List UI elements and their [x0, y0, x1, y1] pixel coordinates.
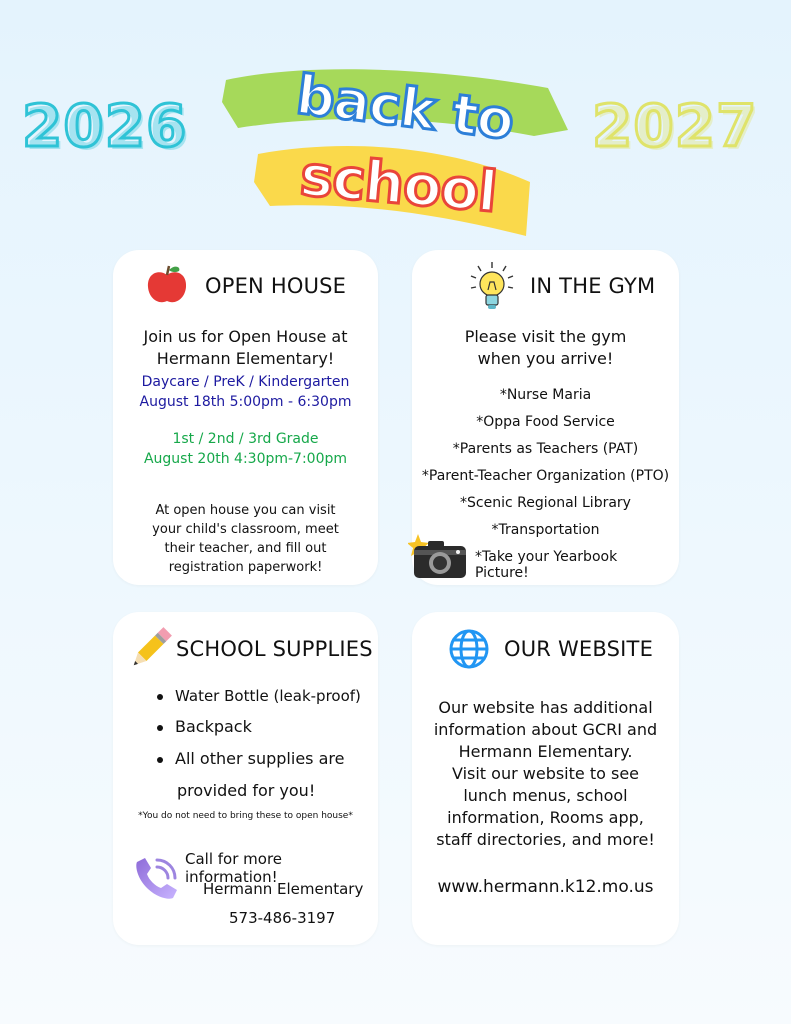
group1-time: August 18th 5:00pm - 6:30pm [139, 394, 352, 410]
website-line: Hermann Elementary. [458, 742, 633, 761]
supplies-footnote: *You do not need to bring these to open house* [138, 811, 353, 821]
gym-item: *Nurse Maria [499, 387, 592, 403]
open-house-note-2: your child's classroom, meet [152, 522, 339, 537]
website-title: OUR WEBSITE [504, 637, 654, 661]
website-line: staff directories, and more! [436, 830, 655, 849]
gym-item: *Parent-Teacher Organization (PTO) [421, 468, 670, 484]
website-line: information about GCRI and [433, 720, 658, 739]
phone-number[interactable]: 573-486-3197 [229, 909, 336, 927]
school-name: Hermann Elementary [203, 880, 364, 898]
bullet-dot [157, 757, 163, 763]
globe-icon [448, 628, 490, 670]
apple-icon [145, 263, 189, 307]
website-line: information, Rooms app, [447, 808, 644, 827]
open-house-note-3: their teacher, and fill out [164, 541, 327, 556]
phone-icon [129, 852, 183, 906]
open-house-note-1: At open house you can visit [155, 503, 336, 518]
supply-item [157, 717, 252, 736]
website-line: Visit our website to see [451, 764, 639, 783]
supplies-title: SCHOOL SUPPLIES [176, 637, 373, 661]
bullet-dot [157, 694, 163, 700]
group1-grades: Daycare / PreK / Kindergarten [141, 374, 350, 390]
open-house-card [113, 250, 378, 585]
open-house-title: OPEN HOUSE [205, 274, 347, 298]
year-left: 2026 [22, 92, 188, 160]
gym-item: *Transportation [491, 522, 600, 538]
open-house-intro-1: Join us for Open House at [143, 327, 348, 346]
gym-item: *Take your Yearbook Picture! [475, 549, 618, 581]
gym-intro-2: when you arrive! [477, 349, 614, 368]
group2-grades: 1st / 2nd / 3rd Grade [172, 431, 319, 447]
camera-icon [408, 532, 470, 582]
gym-item: *Parents as Teachers (PAT) [452, 441, 639, 457]
call-text: Call for more information! [185, 850, 283, 886]
gym-intro-1: Please visit the gym [464, 327, 627, 346]
website-line: Our website has additional [438, 698, 653, 717]
supply-item-continued: provided for you! [177, 781, 316, 800]
supply-item [157, 749, 344, 768]
supplies-card [113, 612, 378, 945]
year-right: 2027 [592, 92, 758, 160]
website-card [412, 612, 679, 945]
open-house-intro-2: Hermann Elementary! [156, 349, 335, 368]
gym-card [412, 250, 679, 585]
banner-line-2: school [297, 143, 500, 226]
bullet-dot [157, 725, 163, 731]
group2-time: August 20th 4:30pm-7:00pm [143, 451, 348, 467]
website-url[interactable]: www.hermann.k12.mo.us [437, 877, 654, 897]
supply-item-label: All other supplies are [175, 749, 345, 768]
website-line: lunch menus, school [463, 786, 628, 805]
supply-item-label: Backpack [175, 717, 252, 736]
supply-item-label: Water Bottle (leak-proof) [175, 687, 361, 705]
pencil-icon [127, 626, 173, 672]
lightbulb-icon [468, 260, 516, 316]
open-house-note-4: registration paperwork! [168, 560, 323, 575]
banner-line-1: back to [292, 62, 517, 153]
gym-item: *Oppa Food Service [476, 414, 615, 430]
gym-item: *Scenic Regional Library [460, 495, 631, 511]
gym-title: IN THE GYM [530, 274, 656, 298]
supply-item [157, 687, 361, 705]
